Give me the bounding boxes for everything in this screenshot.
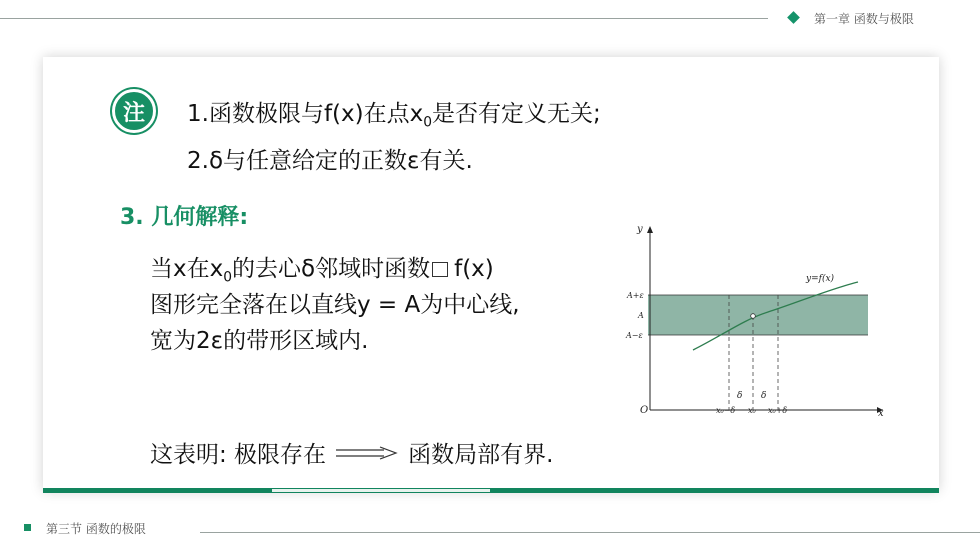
explanation-line-3: 宽为2ε的带形区域内. [150, 328, 369, 354]
tick-left-label: x₀−δ [716, 406, 736, 415]
chapter-label: 第一章 函数与极限 [814, 12, 914, 26]
explanation-line-2: 图形完全落在以直线y = A为中心线, [150, 292, 520, 318]
x-axis-label: x [878, 408, 884, 419]
delta-right-label: δ [761, 391, 767, 401]
conclusion [150, 436, 553, 469]
band-center-label: A [638, 311, 644, 320]
text-cursor-icon [432, 262, 448, 277]
tick-center-label: x₀ [748, 406, 756, 415]
band-rect [648, 295, 868, 335]
note-badge-icon: 注 [112, 89, 156, 133]
band-upper-label: A+ε [627, 291, 644, 300]
delta-left-label: δ [737, 391, 743, 401]
note-line-1 [187, 95, 601, 131]
band-lower-label: A−ε [626, 331, 643, 340]
curve-label: y=f(x) [806, 274, 835, 284]
tick-right-label: x₀+δ [768, 406, 788, 415]
explanation-line-1-c: f(x) [454, 256, 494, 282]
explanation-line-1-sub: 0 [223, 269, 233, 286]
footer-rule [200, 532, 980, 533]
footer-square-icon [24, 524, 31, 531]
conclusion-suffix: 函数局部有界. [408, 442, 554, 468]
y-axis-arrow-icon [647, 226, 653, 233]
excluded-point [751, 314, 756, 319]
explanation-line-1-b: 的去心δ邻域时函数 [232, 256, 431, 282]
card-bottom-bar [43, 488, 939, 493]
section-heading: 3. 几何解释: [120, 205, 249, 230]
conclusion-prefix: 这表明: 极限存在 [150, 442, 327, 468]
diamond-icon [787, 11, 800, 24]
note-line-1-suffix: 是否有定义无关; [432, 101, 601, 127]
card-bottom-highlight [272, 489, 490, 492]
implies-arrow-icon [334, 446, 400, 460]
note-line-2: 2.δ与任意给定的正数ε有关. [187, 148, 473, 174]
explanation-line-1 [150, 250, 494, 286]
note-line-1-prefix: 1.函数极限与f(x)在点x [187, 101, 424, 127]
note-line-1-sub: 0 [423, 114, 432, 131]
header-rule [0, 18, 768, 19]
y-axis-label: y [637, 224, 643, 235]
section-label: 第三节 函数的极限 [46, 522, 146, 536]
limit-band-figure [618, 220, 888, 420]
origin-label: O [640, 405, 649, 416]
explanation-line-1-a: 当x在x [150, 256, 224, 282]
